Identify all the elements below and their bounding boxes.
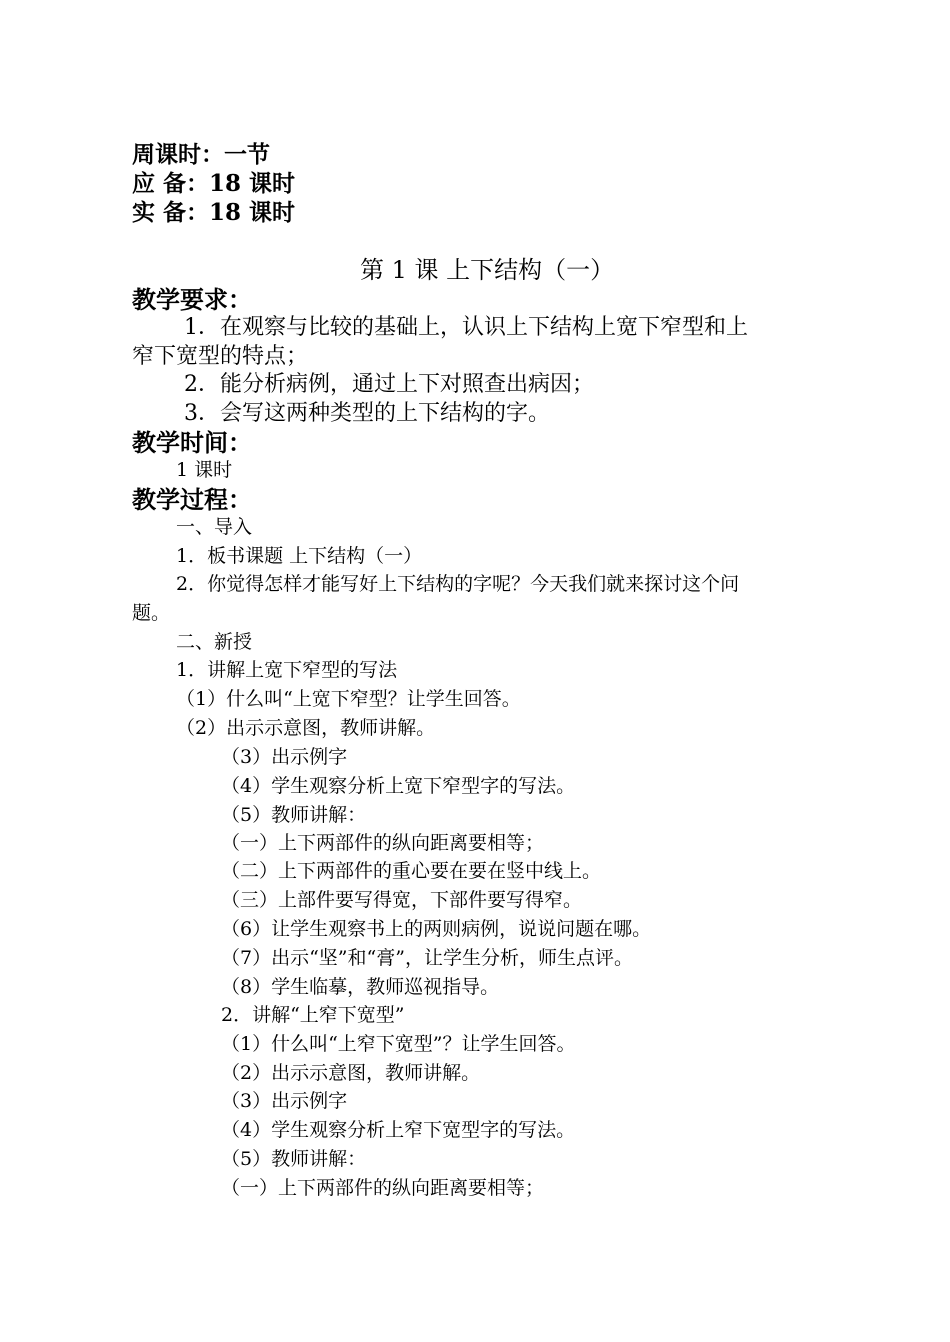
requirement-3: 3．会写这两种类型的上下结构的字。 <box>184 401 550 426</box>
process-line: （8）学生临摹，教师巡视指导。 <box>221 976 500 998</box>
requirement-1-line-1: 1．在观察与比较的基础上，认识上下结构上宽下窄型和上 <box>184 315 748 340</box>
time-value: 1 课时 <box>176 459 233 481</box>
process-line: （5）教师讲解： <box>221 1148 367 1170</box>
process-line: 2．你觉得怎样才能写好上下结构的字呢？今天我们就来探讨这个问 <box>176 573 740 595</box>
process-line: （3）出示例字 <box>221 746 348 768</box>
process-line: 一、导入 <box>176 516 253 538</box>
process-line: （3）出示例字 <box>221 1090 348 1112</box>
time-heading: 教学时间： <box>132 428 252 457</box>
process-line: （4）学生观察分析上窄下宽型字的写法。 <box>221 1119 576 1141</box>
process-line: （一）上下两部件的纵向距离要相等； <box>221 1177 545 1199</box>
process-line: 2．讲解“上窄下宽型” <box>221 1004 405 1026</box>
process-line: （二）上下两部件的重心要在要在竖中线上。 <box>221 860 602 882</box>
process-line: （5）教师讲解： <box>221 804 367 826</box>
process-line: （1）什么叫“上宽下窄型？让学生回答。 <box>176 688 521 710</box>
lesson-title: 第 1 课 上下结构（一） <box>360 256 615 284</box>
requirement-1-line-2: 窄下宽型的特点； <box>132 344 309 369</box>
process-line: 二、新授 <box>176 631 253 653</box>
process-line: （一）上下两部件的纵向距离要相等； <box>221 832 545 854</box>
requirements-heading: 教学要求： <box>132 285 252 314</box>
process-line: （1）什么叫“上窄下宽型”？让学生回答。 <box>221 1033 576 1055</box>
process-line: （三）上部件要写得宽，下部件要写得窄。 <box>221 889 583 911</box>
process-line: （2）出示示意图，教师讲解。 <box>176 717 436 739</box>
process-line: （2）出示示意图，教师讲解。 <box>221 1062 481 1084</box>
process-line: 题。 <box>132 602 171 624</box>
process-line: （4）学生观察分析上宽下窄型字的写法。 <box>221 775 576 797</box>
process-line: 1．讲解上宽下窄型的写法 <box>176 659 398 681</box>
process-line: 1．板书课题 上下结构（一） <box>176 545 423 567</box>
process-heading: 教学过程： <box>132 485 252 514</box>
process-line: （7）出示“坚”和“膏”，让学生分析，师生点评。 <box>221 947 633 969</box>
planned-hours: 应 备：18 课时 <box>132 170 296 197</box>
weekly-hours: 周课时：一节 <box>132 141 270 168</box>
process-line: （6）让学生观察书上的两则病例，说说问题在哪。 <box>221 918 652 940</box>
requirement-2: 2．能分析病例，通过上下对照查出病因； <box>184 372 594 397</box>
actual-hours: 实 备：18 课时 <box>132 199 296 226</box>
